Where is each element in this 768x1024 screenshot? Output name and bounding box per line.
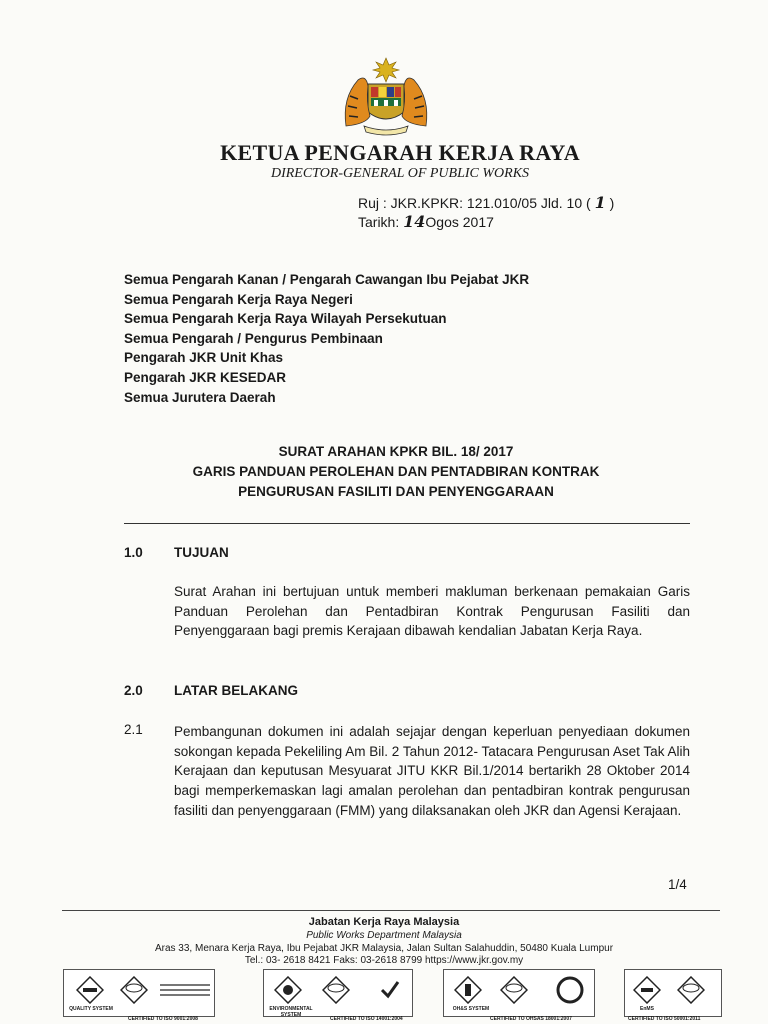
footer-divider: [62, 910, 720, 911]
reference-handwritten: 1: [594, 193, 606, 212]
certification-logo-enms: [624, 969, 722, 1017]
cert-text-block: [160, 984, 210, 998]
recipient-item: Semua Pengarah Kanan / Pengarah Cawangan Ibu Pejabat JKR: [124, 272, 530, 287]
cert-badge-label: ENVIRONMENTAL SYSTEM: [269, 1006, 313, 1018]
section-1-text: Surat Arahan ini bertujuan untuk memberi makluman berkenaan pemakaian Garis Panduan Perolehan dan Pentadbiran Kontrak Pengurusan Fasiliti dan Penyenggaraan bagi premis Kerajaan dibawah kendalian Jabatan Kerja Raya.: [174, 584, 690, 639]
malaysia-coat-of-arms-icon: [336, 56, 436, 138]
footer-org: Jabatan Kerja Raya Malaysia: [308, 916, 460, 928]
footer-address: Aras 33, Menara Kerja Raya, Ibu Pejabat JKR Malaysia, Jalan Sultan Salahuddin, 50480 Kuala Lumpur: [154, 943, 614, 954]
certification-logo-environmental: [263, 969, 413, 1017]
quality-diamond-icon: [76, 976, 104, 1004]
date-line: [358, 212, 494, 231]
date-handwritten: 14: [403, 212, 426, 231]
cert-badge-label: EnMS: [640, 1006, 654, 1012]
letterhead-subtitle: DIRECTOR-GENERAL OF PUBLIC WORKS: [270, 166, 530, 181]
cert-caption: CERTIFIED TO ISO 9001:2008: [128, 1016, 198, 1022]
recipient-item: Pengarah JKR KESEDAR: [124, 369, 287, 385]
paragraph-2-1-number: 2.1: [124, 722, 143, 737]
certification-logo-ohs: [443, 969, 595, 1017]
environmental-diamond-icon: [274, 976, 302, 1004]
section-1-number: 1.0: [124, 545, 143, 560]
recipient-item: Semua Pengarah Kerja Raya Negeri: [124, 291, 353, 307]
iqnet-circle-icon: [556, 976, 584, 1004]
section-2-title: LATAR BELAKANG: [174, 683, 298, 698]
subject-divider: [124, 523, 690, 524]
subject-line-1: SURAT ARAHAN KPKR BIL. 18/ 2017: [278, 444, 514, 459]
cert-caption: CERTIFIED TO OHSAS 18001:2007: [490, 1016, 572, 1022]
ohs-diamond-icon: [454, 976, 482, 1004]
recipient-item: Semua Pengarah / Pengurus Pembinaan: [124, 330, 383, 346]
letterhead-title: KETUA PENGARAH KERJA RAYA: [220, 140, 580, 165]
standards-malaysia-icon: [677, 976, 705, 1004]
cert-caption: CERTIFIED TO ISO 14001:2004: [330, 1016, 403, 1022]
section-2-number: 2.0: [124, 683, 143, 698]
certification-logo-quality: [63, 969, 215, 1017]
recipient-item: Pengarah JKR Unit Khas: [124, 350, 284, 366]
recipient-list: [124, 270, 529, 407]
section-1-title: TUJUAN: [174, 545, 229, 560]
cert-badge-label: QUALITY SYSTEM: [69, 1006, 113, 1012]
reference-line: [358, 193, 614, 212]
standards-malaysia-icon: [322, 976, 350, 1004]
subject-line-2: GARIS PANDUAN PEROLEHAN DAN PENTADBIRAN KONTRAK: [192, 464, 600, 479]
reference-label: Ruj: [358, 195, 380, 211]
standards-malaysia-icon: [500, 976, 528, 1004]
subject-line-3: PENGURUSAN FASILITI DAN PENYENGGARAAN: [238, 484, 554, 499]
reference-value: : JKR.KPKR: 121.010/05 Jld. 10 (: [382, 195, 591, 211]
footer-contact: Tel.: 03- 2618 8421 Faks: 03-2618 8799 https://www.jkr.gov.my: [244, 955, 524, 966]
recipient-item: Semua Jurutera Daerah: [124, 389, 276, 405]
enms-diamond-icon: [633, 976, 661, 1004]
ukas-checkmark-icon: [376, 976, 404, 1004]
cert-badge-label: OH&S SYSTEM: [452, 1006, 490, 1012]
date-label: Tarikh:: [358, 214, 400, 230]
date-value: Ogos 2017: [425, 214, 494, 230]
paragraph-2-1-text: Pembangunan dokumen ini adalah sejajar dengan keperluan penyediaan dokumen sokongan kepada Pekeliling Am Bil. 2 Tahun 2012- Tatacara Pengurusan Aset Tak Alih Kerajaan dan keputusan Mesyuarat JITU KKR Bil.1/2014 bertarikh 28 Oktober 2014 bagi memperkemaskan lagi amalan perolehan dan pentadbiran kontrak pengurusan fasiliti dan penyenggaraan (FMM) yang dilaksanakan oleh JKR dan Agensi Kerajaan.: [174, 724, 690, 818]
reference-end: ): [609, 195, 615, 211]
page-number: 1/4: [668, 877, 687, 892]
footer-org-english: Public Works Department Malaysia: [306, 930, 462, 941]
recipient-item: Semua Pengarah Kerja Raya Wilayah Persekutuan: [124, 311, 447, 327]
standards-malaysia-icon: [120, 976, 148, 1004]
cert-caption: CERTIFIED TO ISO 50001:2011: [628, 1016, 701, 1022]
